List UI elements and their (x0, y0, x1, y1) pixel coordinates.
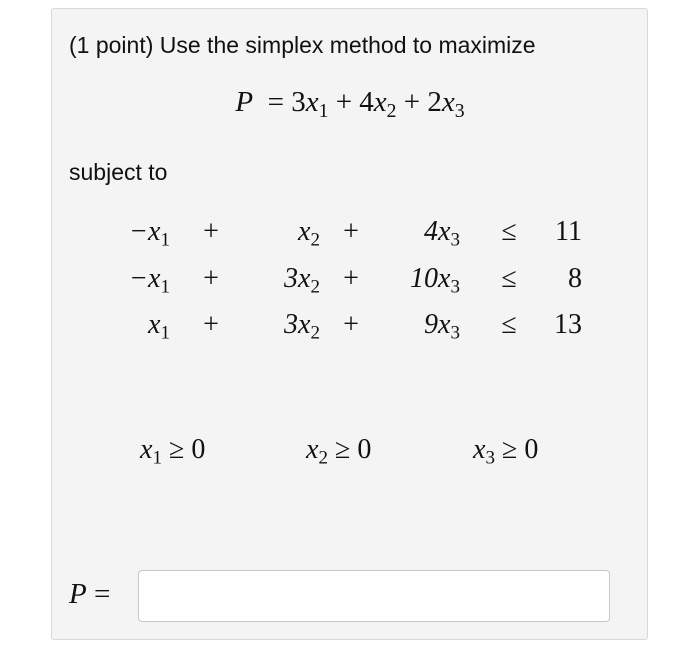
constraint-2-rhs: 8 (568, 263, 582, 294)
constraint-2-relation: ≤ (501, 263, 517, 294)
constraint-2-op-1: + (203, 263, 219, 294)
constraint-2-term-3: $10x_3$ (410, 263, 460, 298)
constraint-1-term-2: $x_2$ (298, 216, 320, 251)
problem-prompt: (1 point) Use the simplex method to maximize (69, 32, 536, 58)
nonneg-x3: $x_3 \ge 0$ (473, 434, 539, 469)
constraint-3-rhs: 13 (554, 309, 582, 340)
objective-lhs: P (235, 86, 254, 118)
plus-sign: + (328, 86, 360, 118)
objective-term-1: $3x_1$ (291, 86, 329, 122)
objective-function (0, 86, 700, 122)
nonneg-x2: $x_2 \ge 0$ (306, 434, 372, 469)
constraint-1-op-2: + (343, 216, 359, 247)
answer-label: P = (69, 578, 111, 610)
constraint-3-relation: ≤ (501, 309, 517, 340)
constraint-2-term-1: $-x_1$ (129, 263, 170, 298)
objective-term-3: $2x_3$ (427, 86, 465, 122)
constraint-3-term-3: $9x_3$ (424, 309, 460, 344)
constraint-2-term-2: $3x_2$ (284, 263, 320, 298)
objective-term-2: $4x_2$ (359, 86, 397, 122)
constraint-1-op-1: + (203, 216, 219, 247)
constraint-3-term-2: $3x_2$ (284, 309, 320, 344)
constraint-1-relation: ≤ (501, 216, 517, 247)
constraint-3-op-2: + (343, 309, 359, 340)
constraint-1-rhs: 11 (555, 216, 582, 247)
constraint-1-term-3: $4x_3$ (424, 216, 460, 251)
plus-sign: + (396, 86, 428, 118)
constraint-3-op-1: + (203, 309, 219, 340)
constraint-2-op-2: + (343, 263, 359, 294)
nonneg-x1: $x_1 \ge 0$ (140, 434, 206, 469)
subject-to-label: subject to (69, 159, 168, 185)
equals-sign: = (260, 86, 292, 118)
constraint-3-term-1: $x_1$ (148, 309, 170, 344)
answer-input[interactable] (138, 570, 610, 622)
constraint-1-term-1: $-x_1$ (129, 216, 170, 251)
